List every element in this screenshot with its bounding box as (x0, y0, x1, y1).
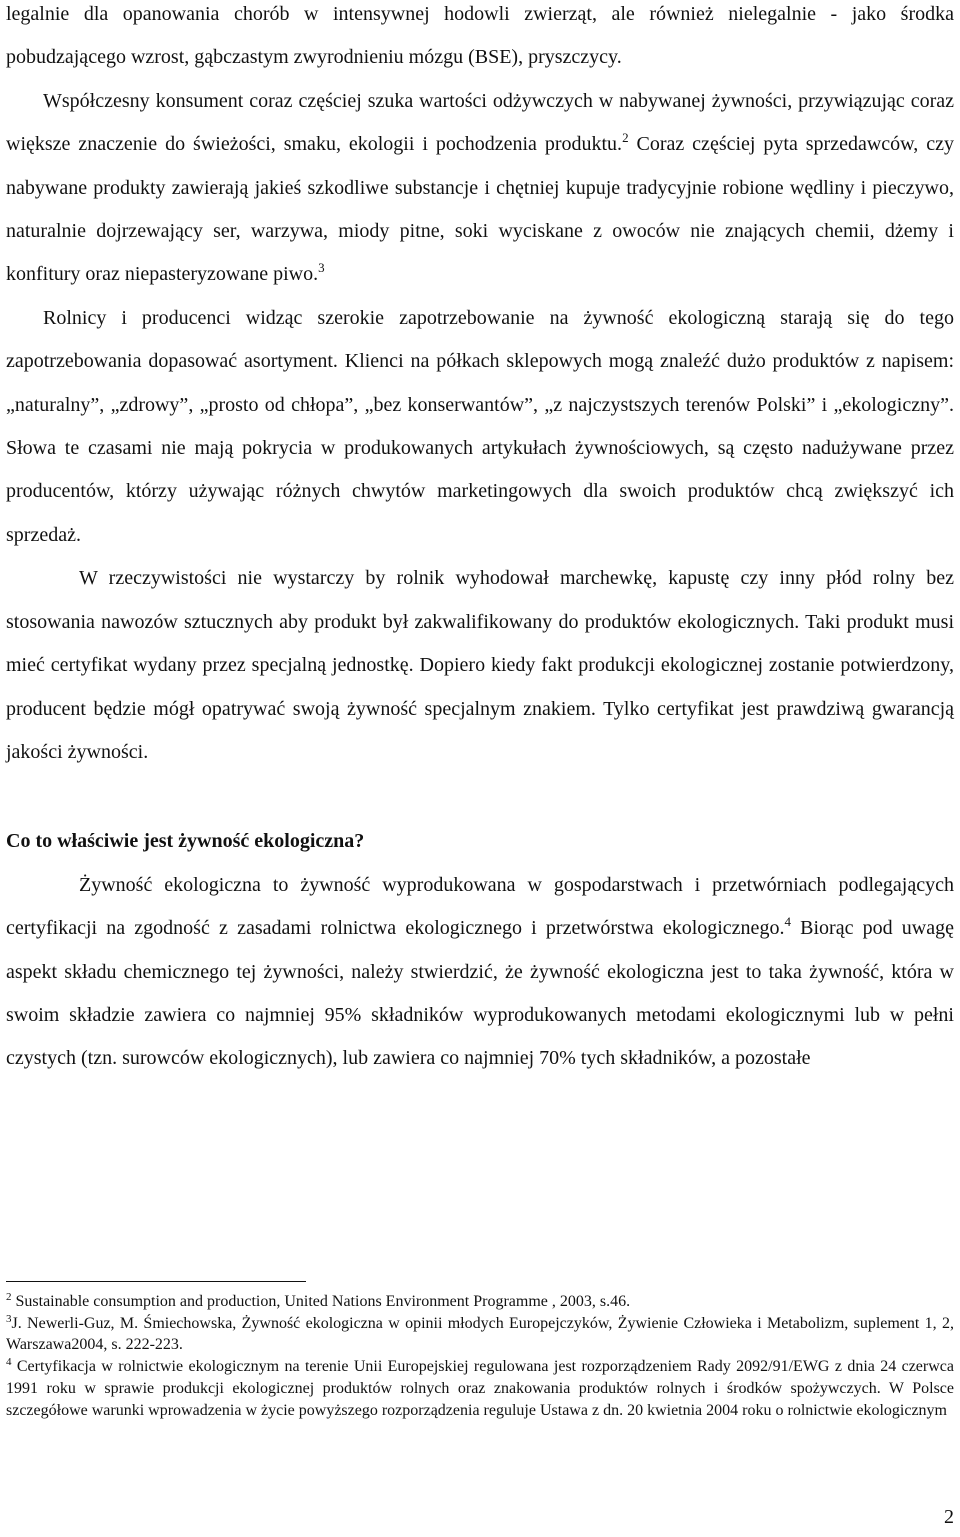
footnotes (6, 1291, 954, 1421)
footnote-ref[interactable]: 4 (784, 914, 791, 930)
paragraph-text: legalnie dla opanowania chorób w intensywnej hodowli zwierząt, ale również nielegalnie - jako środka pobudzającego wzrost, gąbczastym zwyrodnieniu mózgu (BSE), pryszczycy. (6, 3, 954, 69)
paragraph-text: Żywność ekologiczna to żywność wyprodukowana w gospodarstwach i przetwórniach podlegających certyfikacji na zgodność z zasadami rolnictwa ekologicznego i przetwórstwa ekologicznego. (6, 873, 954, 940)
footnote-ref[interactable]: 2 (622, 130, 629, 146)
paragraph-text: Współczesny konsument coraz częściej szuka wartości odżywczych w nabywanej żywności, przywiązując coraz większe znaczenie do świeżości, smaku, ekologii i pochodzenia produktu. (6, 89, 954, 156)
footnote-text: J. Newerli-Guz, M. Śmiechowska, Żywność ekologiczna w opinii młodych Europejczyków, Żywienie Człowieka i Metabolizm, suplement 1, 2, Warszawa2004, s. 222-223. (6, 1314, 954, 1354)
section-heading: Co to właściwie jest żywność ekologiczna? (6, 830, 365, 853)
footnote-item (6, 1291, 954, 1313)
footnote-divider (6, 1281, 306, 1282)
footnote-text: Sustainable consumption and production, United Nations Environment Programme , 2003, s.46. (11, 1293, 631, 1310)
paragraph-continuation (6, 0, 954, 80)
paragraph-text: Rolnicy i producenci widząc szerokie zapotrzebowanie na żywność ekologiczną starają się do tego zapotrzebowania dopasować asortyment. Klienci na półkach sklepowych mogą znaleźć dużo produktów z napisem: „naturalny”, „zdrowy”, „prosto od chłopa”, „bez konserwantów”, „z najczystszych terenów Polski” i „ekologiczny”. Słowa te czasami nie mają pokrycia w produkowanych artykułach żywnościowych, są często nadużywane przez producentów, którzy używając różnych chwytów marketingowych dla swoich produktów chcą zwiększyć ich sprzedaż. (6, 306, 954, 546)
paragraph-definition (6, 864, 954, 1081)
footnote-text: Certyfikacja w rolnictwie ekologicznym na terenie Unii Europejskiej regulowana jest rozporządzeniem Rady 2092/91/EWG z dnia 24 czerwca 1991 roku w sprawie produkcji ekologicznej produktów rolnych oraz znakowania produktów rolnych i środków spożywczych. W Polsce szczegółowe warunki wprowadzenia w życie powyższego rozporządzenia reguluje Ustawa z dn. 20 kwietnia 2004 roku o rolnictwie ekologicznym (6, 1358, 954, 1419)
footnote-item (6, 1356, 954, 1421)
paragraph-text: Coraz częściej pyta sprzedawców, czy nabywane produkty zawierają jakieś szkodliwe substancje i chętniej kupuje tradycyjnie robione wędliny i pieczywo, naturalnie dojrzewający ser, warzywa, miody pitne, soki wyciskane z owoców nie znających chemii, dżemy i konfitury oraz niepasteryzowane piwo. (6, 133, 954, 286)
paragraph-farmers (6, 297, 954, 557)
paragraph-certificate (6, 557, 954, 774)
footnote-mark: 3 (6, 1312, 12, 1325)
paragraph-text: Biorąc pod uwagę aspekt składu chemicznego tej żywności, należy stwierdzić, że żywność ekologiczna jest to taka żywność, która w swoim składzie zawiera co najmniej 95% składników wyprodukowanych metodami ekologicznymi lub w pełni czystych (tzn. surowców ekologicznych), lub zawiera co najmniej 70% tych składników, a pozostałe (6, 917, 955, 1070)
page-number: 2 (944, 1506, 954, 1528)
footnote-item (6, 1313, 954, 1356)
paragraph-consumer (6, 80, 954, 297)
footnote-ref[interactable]: 3 (318, 260, 325, 276)
footnote-mark: 2 (6, 1291, 12, 1303)
footnote-mark: 4 (6, 1356, 12, 1369)
paragraph-text: W rzeczywistości nie wystarczy by rolnik wyhodował marchewkę, kapustę czy inny płód rolny bez stosowania nawozów sztucznych aby produkt był zakwalifikowany do produktów ekologicznych. Taki produkt musi mieć certyfikat wydany przez specjalną jednostkę. Dopiero kiedy fakt produkcji ekologicznej zostanie potwierdzony, producent będzie mógł opatrywać swoją żywność specjalnym znakiem. Tylko certyfikat jest prawdziwą gwarancją jakości żywności. (6, 567, 954, 763)
